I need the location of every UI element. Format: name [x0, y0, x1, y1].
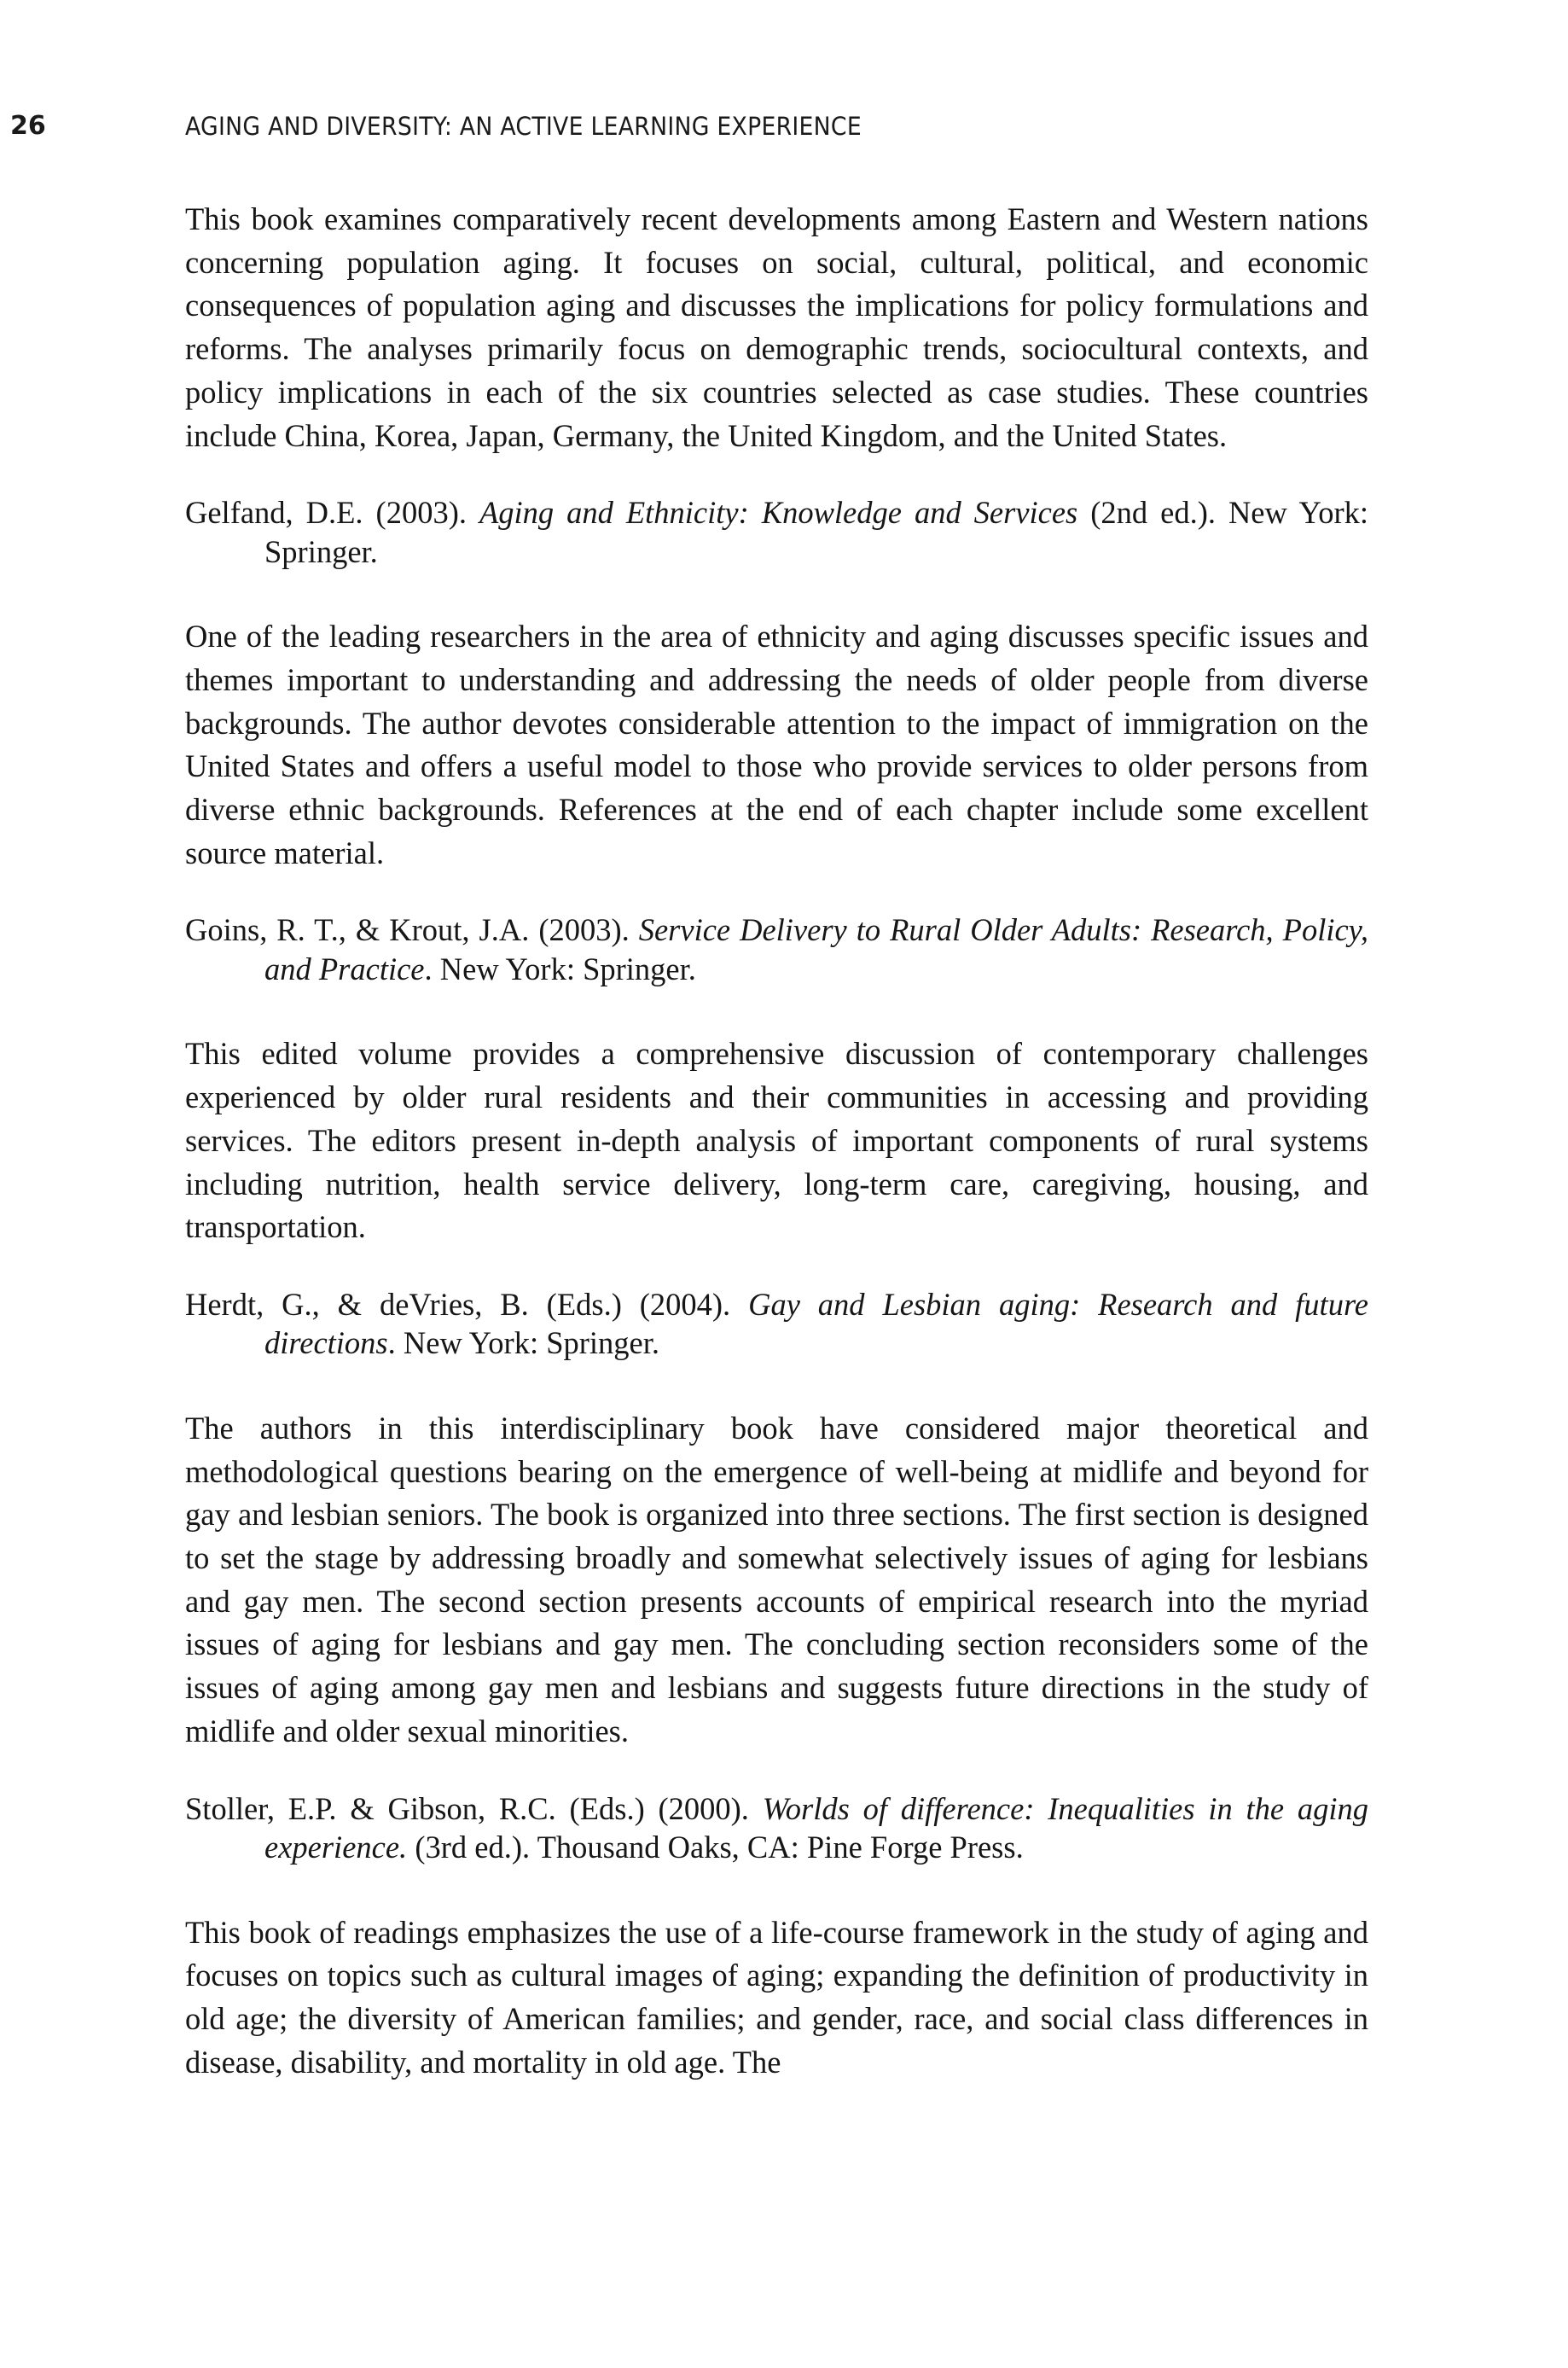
book-title: AGING AND DIVERSITY: AN ACTIVE LEARNING EXPERIENCE [185, 112, 862, 141]
annotation-stoller-gibson: This book of readings emphasizes the use of a life-course framework in the study of aging and focuses on topics such as cultural images of aging; expanding the definition of productivity in old age; the diversity of American families; and gender, race, and social class differences in disease, disability, and mortality in old age. The [185, 1914, 1368, 2080]
reference-title: Gay and Lesbian aging: Research and future directions [264, 1286, 1369, 1361]
annotation-goins-krout: This edited volume provides a comprehensive discussion of contemporary challenges experienced by older rural residents and their communities in accessing and providing services. The editors present in-depth analysis of important components of rural systems including nutrition, health service delivery, long-term care, caregiving, housing, and transportation. [185, 1036, 1368, 1245]
reference-title: Worlds of difference: Inequalities in the aging experience. [264, 1790, 1369, 1865]
reference-publication: (2nd ed.). New York: Springer. [264, 495, 1368, 569]
page-content [185, 198, 1368, 2084]
reference-authors: Stoller, E.P. & Gibson, R.C. (Eds.) (2000). [185, 1790, 763, 1826]
page-number: 26 [10, 111, 46, 141]
reference-publication: (3rd ed.). Thousand Oaks, CA: Pine Forge Press. [407, 1830, 1024, 1865]
reference-authors: Gelfand, D.E. (2003). [185, 495, 479, 531]
reference-title: Aging and Ethnicity: Knowledge and Services [479, 495, 1078, 531]
reference-goins-krout [185, 911, 1368, 988]
reference-publication: . New York: Springer. [387, 1325, 660, 1361]
reference-authors: Goins, R. T., & Krout, J.A. (2003). [185, 912, 639, 948]
reference-stoller-gibson [185, 1789, 1368, 1867]
reference-authors: Herdt, G., & deVries, B. (Eds.) (2004). [185, 1286, 749, 1322]
annotation-china-korea-japan: This book examines comparatively recent developments among Eastern and Western nations concerning population aging. It focuses on social, cultural, political, and economic consequences of population aging and discusses the implications for policy formulations and reforms. The analyses primarily focus on demographic trends, sociocultural contexts, and policy implications in each of the six countries selected as case studies. These countries include China, Korea, Japan, Germany, the United Kingdom, and the United States. [185, 201, 1368, 453]
reference-title: Service Delivery to Rural Older Adults: Research, Policy, and Practice [264, 912, 1368, 986]
running-head [0, 109, 1568, 143]
annotation-herdt-devries: The authors in this interdisciplinary book have considered major theoretical and methodological questions bearing on the emergence of well-being at midlife and beyond for gay and lesbian seniors. The book is organized into three sections. The first section is designed to set the stage by addressing broadly and somewhat selectively issues of aging for lesbians and gay men. The second section presents accounts of empirical research into the myriad issues of aging for lesbians and gay men. The concluding section reconsiders some of the issues of aging among gay men and lesbians and suggests future directions in the study of midlife and older sexual minorities. [185, 1410, 1368, 1748]
reference-gelfand [185, 493, 1368, 571]
reference-herdt-devries [185, 1285, 1368, 1363]
reference-publication: . New York: Springer. [424, 951, 696, 986]
annotation-gelfand: One of the leading researchers in the area of ethnicity and aging discusses specific issues and themes important to understanding and addressing the needs of older people from diverse backgrounds. The author devotes considerable attention to the impact of immigration on the United States and offers a useful model to those who provide services to older persons from diverse ethnic backgrounds. References at the end of each chapter include some excellent source material. [185, 619, 1368, 870]
